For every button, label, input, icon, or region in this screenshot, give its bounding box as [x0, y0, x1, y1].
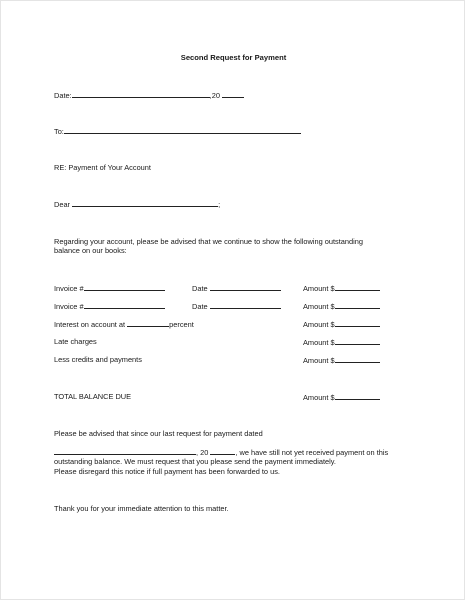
date-blank[interactable]	[72, 90, 210, 98]
interest-amount-blank[interactable]	[335, 319, 380, 327]
date-year-blank[interactable]	[222, 90, 244, 98]
row-mid-label: Date	[192, 302, 208, 311]
invoice-2-blank[interactable]	[84, 301, 165, 309]
to-blank[interactable]	[64, 126, 301, 134]
notice-line-3: outstanding balance. We must request that you please send the payment immediately.	[54, 457, 336, 466]
dear-label: Dear	[54, 200, 71, 209]
invoice-2-field	[54, 301, 165, 312]
re-line: RE: Payment of Your Account	[54, 163, 151, 172]
row-amount-label: Amount $	[303, 356, 335, 365]
invoice-2-date-blank[interactable]	[210, 301, 281, 309]
invoice-2-amount-blank[interactable]	[335, 301, 380, 309]
row-amount-label: Amount $	[303, 302, 335, 311]
total-label: TOTAL BALANCE DUE	[54, 392, 132, 401]
invoice-1-amount-field	[303, 283, 380, 294]
notice-line-1: Please be advised that since our last request for payment dated	[54, 429, 263, 438]
credits-amount-blank[interactable]	[335, 355, 380, 363]
total-amount-label: Amount $	[303, 393, 335, 402]
invoice-1-field	[54, 283, 165, 294]
row-amount-label: Amount $	[303, 284, 335, 293]
dear-line	[54, 199, 220, 210]
invoice-2-amount-field	[303, 301, 380, 312]
total-amount-field	[303, 392, 380, 403]
date-label: Date:	[54, 91, 72, 100]
notice-line-4: Please disregard this notice if full payment has been forwarded to us.	[54, 467, 280, 476]
dear-end: ;	[218, 200, 221, 209]
date-year-prefix: ,20	[209, 91, 220, 100]
row-mid-label: percent	[169, 320, 194, 329]
date-line	[54, 90, 244, 101]
invoice-1-amount-blank[interactable]	[335, 283, 380, 291]
interest-field	[54, 319, 194, 330]
total-amount-blank[interactable]	[335, 392, 380, 400]
row-amount-label: Amount $	[303, 338, 335, 347]
intro-line-1: Regarding your account, please be advised that we continue to show the following outstanding	[54, 237, 363, 246]
row-label: Invoice #	[54, 302, 84, 311]
to-label: To:	[54, 127, 64, 136]
last-request-date-blank[interactable]	[54, 447, 196, 455]
late-charges-amount-field	[303, 337, 380, 348]
notice-line-2-text: , we have still not yet received payment on this	[235, 448, 389, 457]
document-title: Second Request for Payment	[180, 53, 287, 62]
invoice-1-blank[interactable]	[84, 283, 165, 291]
invoice-2-date-field	[192, 301, 281, 312]
row-label: Interest on account at	[54, 320, 126, 329]
interest-rate-blank[interactable]	[127, 319, 169, 327]
to-line	[54, 126, 301, 137]
row-label: Invoice #	[54, 284, 84, 293]
invoice-1-date-blank[interactable]	[210, 283, 281, 291]
invoice-1-date-field	[192, 283, 281, 294]
interest-amount-field	[303, 319, 380, 330]
notice-year-prefix: , 20	[196, 448, 209, 457]
dear-blank[interactable]	[72, 199, 221, 209]
last-request-year-blank[interactable]	[210, 447, 235, 455]
late-charges-amount-blank[interactable]	[335, 337, 380, 345]
late-charges-label: Late charges	[54, 337, 97, 346]
credits-amount-field	[303, 355, 380, 366]
credits-label: Less credits and payments	[54, 355, 142, 364]
row-mid-label: Date	[192, 284, 208, 293]
row-amount-label: Amount $	[303, 320, 335, 329]
intro-line-2: balance on our books:	[54, 246, 127, 255]
closing-line: Thank you for your immediate attention to this matter.	[54, 504, 229, 513]
